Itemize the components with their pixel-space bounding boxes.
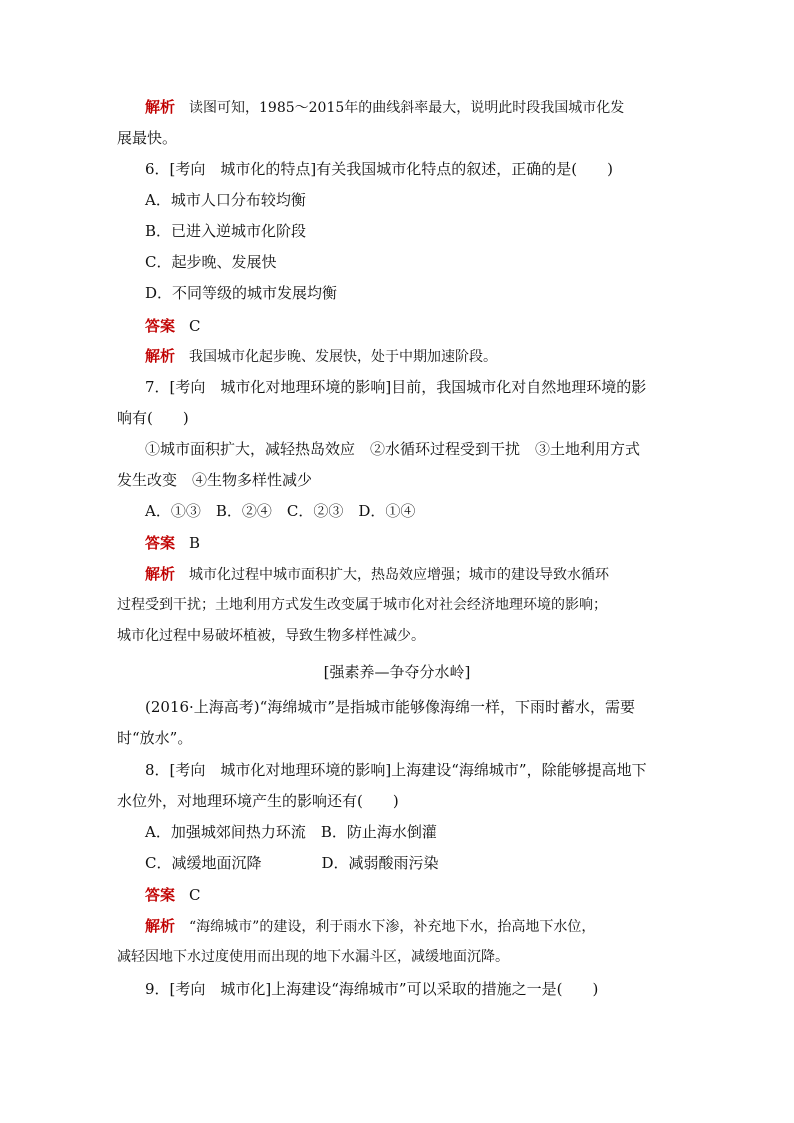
q7-options: A．①③ B．②④ C．②③ D．①④ — [145, 502, 416, 520]
q6-answer: 答案 C — [145, 317, 201, 335]
q6-option-c: C．起步晚、发展快 — [145, 253, 277, 271]
q6-analysis: 解析 我国城市化起步晚、发展快，处于中期加速阶段。 — [145, 347, 498, 365]
q8-stem-line1: 8．[考向 城市化对地理环境的影响]上海建设“海绵城市”，除能够提高地下 — [145, 761, 647, 779]
section-title: [强素养—争夺分水岭] — [323, 663, 471, 681]
q8-options-line1: A．加强城郊间热力环流 B．防止海水倒灌 — [145, 823, 437, 841]
q8-answer: 答案 C — [145, 886, 201, 904]
q7-analysis-line3: 城市化过程中易破坏植被，导致生物多样性减少。 — [117, 628, 425, 644]
q7-statements-line2: 发生改变 ④生物多样性减少 — [117, 471, 313, 489]
q9-stem: 9．[考向 城市化]上海建设“海绵城市”可以采取的措施之一是( ) — [145, 980, 599, 998]
q8-analysis-line1: 解析 “海绵城市”的建设，利于雨水下渗，补充地下水，抬高地下水位， — [145, 917, 596, 935]
q7-answer: 答案 B — [145, 534, 201, 552]
q7-analysis-line1: 解析 城市化过程中城市面积扩大，热岛效应增强；城市的建设导致水循环 — [145, 565, 610, 583]
material-line1: (2016·上海高考)“海绵城市”是指城市能够像海绵一样，下雨时蓄水，需要 — [145, 698, 635, 716]
q6-option-d: D．不同等级的城市发展均衡 — [145, 284, 338, 302]
q8-stem-line2: 水位外，对地理环境产生的影响还有( ) — [117, 792, 399, 810]
q7-stem-line1: 7．[考向 城市化对地理环境的影响]目前，我国城市化对自然地理环境的影 — [145, 378, 647, 396]
answer-label: 答案 — [145, 886, 176, 904]
answer-label: 答案 — [145, 317, 176, 335]
q5-analysis-line2: 展最快。 — [117, 129, 178, 147]
analysis-label: 解析 — [145, 347, 176, 365]
answer-label: 答案 — [145, 534, 176, 552]
analysis-label: 解析 — [145, 917, 176, 935]
q7-analysis-line2: 过程受到干扰；土地利用方式发生改变属于城市化对社会经济地理环境的影响； — [117, 597, 607, 613]
q6-stem: 6．[考向 城市化的特点]有关我国城市化特点的叙述，正确的是( ) — [145, 160, 613, 178]
q8-analysis-line2: 减轻因地下水过度使用而出现的地下水漏斗区，减缓地面沉降。 — [117, 949, 509, 965]
q5-analysis-line1: 解析 读图可知，1985～2015年的曲线斜率最大，说明此时段我国城市化发 — [145, 98, 625, 116]
q6-option-a: A．城市人口分布较均衡 — [145, 191, 306, 209]
q8-options-line2: C．减缓地面沉降 D．减弱酸雨污染 — [145, 854, 439, 872]
q6-option-b: B．已进入逆城市化阶段 — [145, 222, 307, 240]
analysis-label: 解析 — [145, 565, 176, 583]
material-line2: 时“放水”。 — [117, 729, 193, 747]
q7-statements-line1: ①城市面积扩大，减轻热岛效应 ②水循环过程受到干扰 ③土地利用方式 — [145, 440, 641, 458]
analysis-label: 解析 — [145, 98, 176, 116]
q7-stem-line2: 响有( ) — [117, 409, 189, 427]
